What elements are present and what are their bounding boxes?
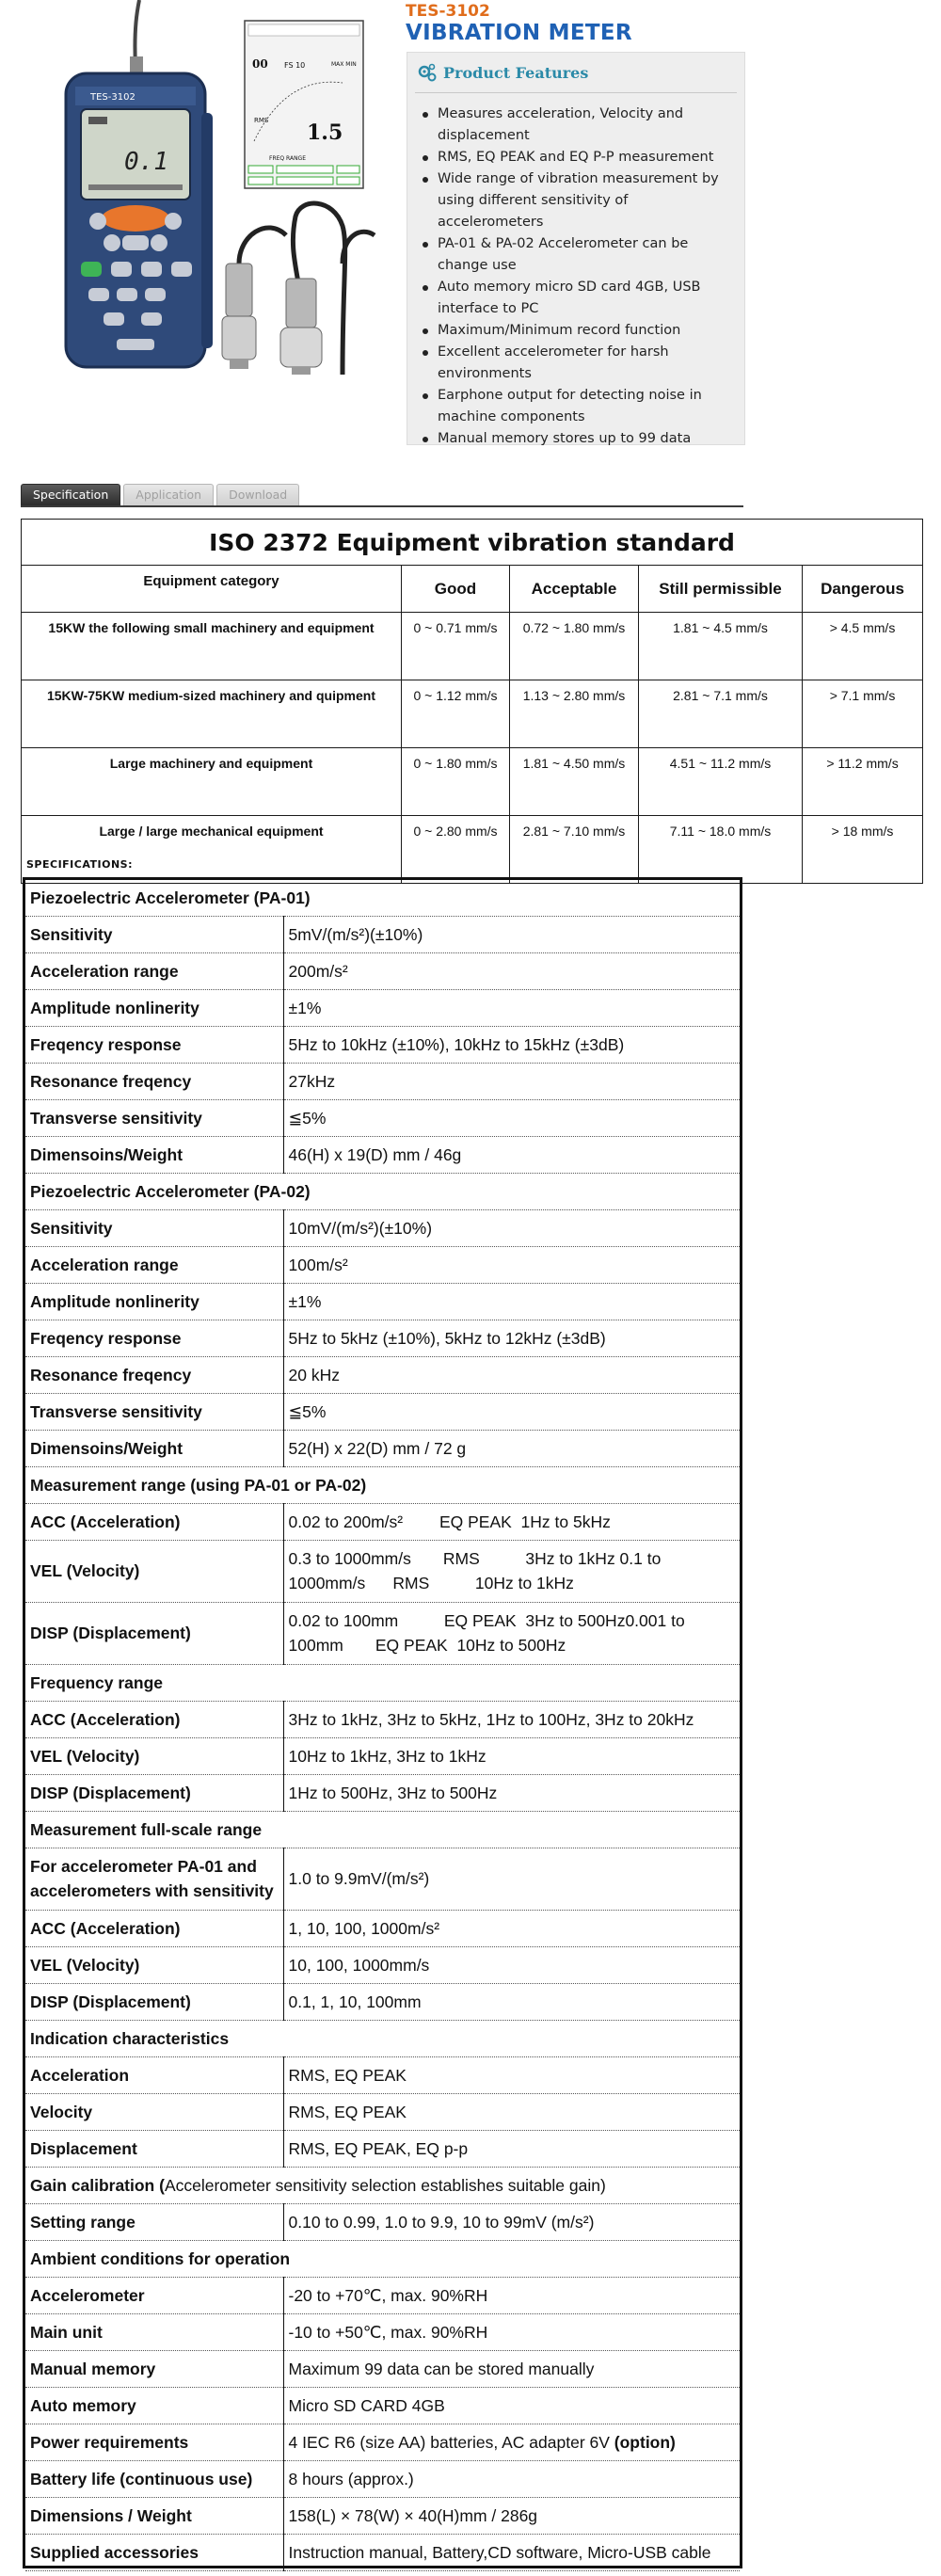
table-row bbox=[25, 916, 740, 952]
spec-value: RMS, EQ PEAK bbox=[283, 2056, 740, 2093]
spec-value: 100m/s² bbox=[283, 1246, 740, 1283]
spec-section-heading: Frequency range bbox=[25, 1664, 740, 1701]
screen-big-readout: 1.5 bbox=[307, 120, 343, 145]
tab-bar bbox=[21, 484, 302, 506]
table-row bbox=[25, 2460, 740, 2497]
iso-cell: 0.72 ~ 1.80 mm/s bbox=[510, 613, 639, 680]
iso-header-category: Equipment category bbox=[22, 566, 402, 613]
table-row bbox=[25, 2534, 740, 2570]
iso-header-row bbox=[22, 566, 923, 613]
table-row bbox=[22, 816, 923, 884]
spec-key: Supplied accessories bbox=[25, 2534, 283, 2570]
spec-value: 5Hz to 5kHz (±10%), 5kHz to 12kHz (±3dB) bbox=[283, 1320, 740, 1356]
spec-value: 27kHz bbox=[283, 1063, 740, 1099]
spec-value: 200m/s² bbox=[283, 952, 740, 989]
iso-table-title: ISO 2372 Equipment vibration standard bbox=[22, 520, 923, 566]
iso-header-dangerous: Dangerous bbox=[803, 566, 923, 613]
spec-section-heading: Measurement full-scale range bbox=[25, 1811, 740, 1848]
table-row bbox=[25, 1503, 740, 1540]
table-row bbox=[25, 2424, 740, 2460]
product-features-panel bbox=[407, 52, 745, 445]
spec-key: Dimensoins/Weight bbox=[25, 1430, 283, 1466]
screen-range: FS 10 bbox=[284, 61, 306, 70]
iso-cell: Large / large mechanical equipment bbox=[22, 816, 402, 884]
feature-item: Measures acceleration, Velocity and displacement bbox=[419, 104, 734, 147]
iso-cell: 0 ~ 2.80 mm/s bbox=[402, 816, 510, 884]
spec-value: 10Hz to 1kHz, 3Hz to 1kHz bbox=[283, 1737, 740, 1774]
features-list bbox=[419, 104, 734, 450]
feature-item: RMS, EQ PEAK and EQ P-P measurement bbox=[419, 147, 734, 168]
iso-2372-table bbox=[21, 519, 922, 852]
spec-value: RMS, EQ PEAK bbox=[283, 2093, 740, 2130]
iso-cell: > 7.1 mm/s bbox=[803, 680, 923, 748]
table-row bbox=[25, 1540, 740, 1602]
table-row bbox=[22, 748, 923, 816]
table-row bbox=[25, 1209, 740, 1246]
spec-section-heading bbox=[25, 2167, 740, 2203]
spec-key: ACC (Acceleration) bbox=[25, 1701, 283, 1737]
tab-specification[interactable]: Specification bbox=[21, 484, 120, 505]
iso-cell: 15KW the following small machinery and equipment bbox=[22, 613, 402, 680]
spec-key: Sensitivity bbox=[25, 1209, 283, 1246]
gain-calibration-title: Gain calibration ( bbox=[30, 2175, 165, 2195]
specifications-label: SPECIFICATIONS: bbox=[26, 858, 133, 871]
table-row bbox=[25, 952, 740, 989]
spec-value: 3Hz to 1kHz, 3Hz to 5kHz, 1Hz to 100Hz, 3Hz to 20kHz bbox=[283, 1701, 740, 1737]
iso-cell: > 4.5 mm/s bbox=[803, 613, 923, 680]
svg-text:00: 00 bbox=[252, 57, 268, 71]
table-row bbox=[25, 1099, 740, 1136]
spec-value: 1Hz to 500Hz, 3Hz to 500Hz bbox=[283, 1774, 740, 1811]
spec-key: DISP (Displacement) bbox=[25, 1983, 283, 2020]
spec-key: DISP (Displacement) bbox=[25, 1774, 283, 1811]
table-row bbox=[25, 2203, 740, 2240]
product-image bbox=[60, 0, 395, 375]
table-row bbox=[25, 1848, 740, 1910]
screen-freq-range: FREQ RANGE bbox=[269, 155, 306, 162]
spec-key: Freqency response bbox=[25, 1026, 283, 1063]
meter-brand: TES-3102 bbox=[90, 92, 136, 103]
table-row bbox=[25, 1283, 740, 1320]
spec-value: ±1% bbox=[283, 989, 740, 1026]
table-row bbox=[25, 1026, 740, 1063]
spec-section-heading: Piezoelectric Accelerometer (PA-02) bbox=[25, 1173, 740, 1209]
spec-value: 1, 10, 100, 1000m/s² bbox=[283, 1910, 740, 1946]
table-row bbox=[22, 680, 923, 748]
gain-calibration-note: Accelerometer sensitivity selection establishes suitable gain) bbox=[164, 2175, 606, 2195]
table-row bbox=[25, 2277, 740, 2313]
features-heading bbox=[417, 60, 588, 85]
iso-header-still-permissible: Still permissible bbox=[639, 566, 803, 613]
table-row bbox=[25, 1320, 740, 1356]
spec-value: 5mV/(m/s²)(±10%) bbox=[283, 916, 740, 952]
spec-key: Auto memory bbox=[25, 2387, 283, 2424]
table-row bbox=[25, 1983, 740, 2020]
spec-key: Main unit bbox=[25, 2313, 283, 2350]
spec-key: ACC (Acceleration) bbox=[25, 1503, 283, 1540]
spec-key: Amplitude nonlinerity bbox=[25, 1283, 283, 1320]
feature-item: Earphone output for detecting noise in machine components bbox=[419, 385, 734, 428]
spec-value: 0.3 to 1000mm/s RMS 3Hz to 1kHz 0.1 to 1000mm/s RMS 10Hz to 1kHz bbox=[283, 1540, 740, 1602]
power-value: 4 IEC R6 (size AA) batteries, AC adapter 6V bbox=[288, 2432, 614, 2452]
spec-key: Battery life (continuous use) bbox=[25, 2460, 283, 2497]
gear-icon bbox=[417, 62, 438, 83]
spec-value: Maximum 99 data can be stored manually bbox=[283, 2350, 740, 2387]
spec-value bbox=[283, 2424, 740, 2460]
table-row bbox=[25, 2313, 740, 2350]
feature-item: Wide range of vibration measurement by using different sensitivity of accelerometers bbox=[419, 168, 734, 233]
iso-cell: 4.51 ~ 11.2 mm/s bbox=[639, 748, 803, 816]
spec-key: For accelerometer PA-01 and accelerometers with sensitivity bbox=[25, 1848, 283, 1910]
iso-cell: 0 ~ 1.12 mm/s bbox=[402, 680, 510, 748]
spec-section-heading: Piezoelectric Accelerometer (PA-01) bbox=[25, 880, 740, 916]
table-row bbox=[25, 989, 740, 1026]
spec-key: VEL (Velocity) bbox=[25, 1540, 283, 1602]
spec-key: Acceleration range bbox=[25, 952, 283, 989]
spec-key: Acceleration range bbox=[25, 1246, 283, 1283]
spec-value: 0.02 to 200m/s² EQ PEAK 1Hz to 5kHz bbox=[283, 1503, 740, 1540]
spec-value: ±1% bbox=[283, 1283, 740, 1320]
spec-key: Resonance freqency bbox=[25, 1356, 283, 1393]
features-title: Product Features bbox=[443, 63, 589, 82]
table-row bbox=[25, 1063, 740, 1099]
table-row bbox=[25, 1946, 740, 1983]
table-row bbox=[25, 2387, 740, 2424]
spec-value: Instruction manual, Battery,CD software, Micro-USB cable bbox=[283, 2534, 740, 2570]
iso-cell: 15KW-75KW medium-sized machinery and quipment bbox=[22, 680, 402, 748]
table-row bbox=[25, 1910, 740, 1946]
spec-value: 0.1, 1, 10, 100mm bbox=[283, 1983, 740, 2020]
spec-section-heading: Measurement range (using PA-01 or PA-02) bbox=[25, 1466, 740, 1503]
iso-cell: 0 ~ 1.80 mm/s bbox=[402, 748, 510, 816]
table-row bbox=[22, 613, 923, 680]
spec-value: 0.02 to 100mm EQ PEAK 3Hz to 500Hz0.001 to 100mm EQ PEAK 10Hz to 500Hz bbox=[283, 1602, 740, 1664]
table-row bbox=[25, 2093, 740, 2130]
tab-download[interactable]: Download bbox=[216, 484, 299, 505]
spec-value: ≦5% bbox=[283, 1393, 740, 1430]
spec-key: Transverse sensitivity bbox=[25, 1393, 283, 1430]
screen-rms: RMS bbox=[254, 117, 269, 124]
spec-value: 0.10 to 0.99, 1.0 to 9.9, 10 to 99mV (m/s²) bbox=[283, 2203, 740, 2240]
table-row bbox=[25, 1246, 740, 1283]
spec-key: Freqency response bbox=[25, 1320, 283, 1356]
table-row bbox=[25, 1356, 740, 1393]
spec-value: ≦5% bbox=[283, 1099, 740, 1136]
spec-section-heading: Ambient conditions for operation bbox=[25, 2240, 740, 2277]
tab-application[interactable]: Application bbox=[123, 484, 214, 505]
spec-key: Setting range bbox=[25, 2203, 283, 2240]
table-row bbox=[25, 2350, 740, 2387]
spec-key: Resonance freqency bbox=[25, 1063, 283, 1099]
iso-cell: 1.13 ~ 2.80 mm/s bbox=[510, 680, 639, 748]
spec-key: ACC (Acceleration) bbox=[25, 1910, 283, 1946]
product-model: TES-3102 bbox=[406, 2, 490, 21]
spec-value: 46(H) x 19(D) mm / 46g bbox=[283, 1136, 740, 1173]
spec-key: VEL (Velocity) bbox=[25, 1946, 283, 1983]
spec-key: DISP (Displacement) bbox=[25, 1602, 283, 1664]
feature-item: Manual memory stores up to 99 data bbox=[419, 428, 734, 450]
feature-item: Auto memory micro SD card 4GB, USB interface to PC bbox=[419, 277, 734, 320]
spec-value: 20 kHz bbox=[283, 1356, 740, 1393]
iso-cell: 2.81 ~ 7.1 mm/s bbox=[639, 680, 803, 748]
feature-item: Excellent accelerometer for harsh environments bbox=[419, 342, 734, 385]
spec-value: 10mV/(m/s²)(±10%) bbox=[283, 1209, 740, 1246]
table-row bbox=[25, 1701, 740, 1737]
meter-readout: 0.1 bbox=[124, 148, 168, 176]
iso-cell: > 11.2 mm/s bbox=[803, 748, 923, 816]
table-row bbox=[25, 2497, 740, 2534]
spec-value: -20 to +70℃, max. 90%RH bbox=[283, 2277, 740, 2313]
spec-value: 52(H) x 22(D) mm / 72 g bbox=[283, 1430, 740, 1466]
spec-key: Manual memory bbox=[25, 2350, 283, 2387]
product-title: VIBRATION METER bbox=[406, 21, 632, 45]
iso-cell: 1.81 ~ 4.50 mm/s bbox=[510, 748, 639, 816]
table-row bbox=[25, 1136, 740, 1173]
spec-value: 5Hz to 10kHz (±10%), 10kHz to 15kHz (±3dB) bbox=[283, 1026, 740, 1063]
spec-key: Velocity bbox=[25, 2093, 283, 2130]
spec-value: 1.0 to 9.9mV/(m/s²) bbox=[283, 1848, 740, 1910]
spec-value: RMS, EQ PEAK, EQ p-p bbox=[283, 2130, 740, 2167]
table-row bbox=[25, 1774, 740, 1811]
spec-value: -10 to +50℃, max. 90%RH bbox=[283, 2313, 740, 2350]
spec-key: Displacement bbox=[25, 2130, 283, 2167]
spec-key: Dimensoins/Weight bbox=[25, 1136, 283, 1173]
spec-key: Acceleration bbox=[25, 2056, 283, 2093]
spec-value: 158(L) × 78(W) × 40(H)mm / 286g bbox=[283, 2497, 740, 2534]
spec-value: 10, 100, 1000mm/s bbox=[283, 1946, 740, 1983]
iso-cell: > 18 mm/s bbox=[803, 816, 923, 884]
spec-key: Amplitude nonlinerity bbox=[25, 989, 283, 1026]
feature-item: Maximum/Minimum record function bbox=[419, 320, 734, 342]
specifications-table bbox=[23, 877, 742, 2568]
iso-cell: 1.81 ~ 4.5 mm/s bbox=[639, 613, 803, 680]
spec-key: Transverse sensitivity bbox=[25, 1099, 283, 1136]
iso-cell: 0 ~ 0.71 mm/s bbox=[402, 613, 510, 680]
spec-value: 8 hours (approx.) bbox=[283, 2460, 740, 2497]
feature-item: PA-01 & PA-02 Accelerometer can be change use bbox=[419, 233, 734, 277]
features-divider bbox=[415, 92, 737, 93]
spec-key: Sensitivity bbox=[25, 916, 283, 952]
power-option: (option) bbox=[614, 2432, 676, 2452]
table-row bbox=[25, 1602, 740, 1664]
iso-cell: 2.81 ~ 7.10 mm/s bbox=[510, 816, 639, 884]
iso-header-good: Good bbox=[402, 566, 510, 613]
spec-key: Accelerometer bbox=[25, 2277, 283, 2313]
spec-key: VEL (Velocity) bbox=[25, 1737, 283, 1774]
spec-key: Power requirements bbox=[25, 2424, 283, 2460]
spec-key: Dimensions / Weight bbox=[25, 2497, 283, 2534]
table-row bbox=[25, 1430, 740, 1466]
spec-value: Micro SD CARD 4GB bbox=[283, 2387, 740, 2424]
iso-header-acceptable: Acceptable bbox=[510, 566, 639, 613]
table-row bbox=[25, 1737, 740, 1774]
iso-cell: Large machinery and equipment bbox=[22, 748, 402, 816]
screen-maxmin: MAX MIN bbox=[331, 61, 357, 68]
iso-cell: 7.11 ~ 18.0 mm/s bbox=[639, 816, 803, 884]
tab-underline bbox=[21, 505, 743, 507]
table-row bbox=[25, 1393, 740, 1430]
table-row bbox=[25, 2130, 740, 2167]
table-row bbox=[25, 2056, 740, 2093]
spec-section-heading: Indication characteristics bbox=[25, 2020, 740, 2056]
